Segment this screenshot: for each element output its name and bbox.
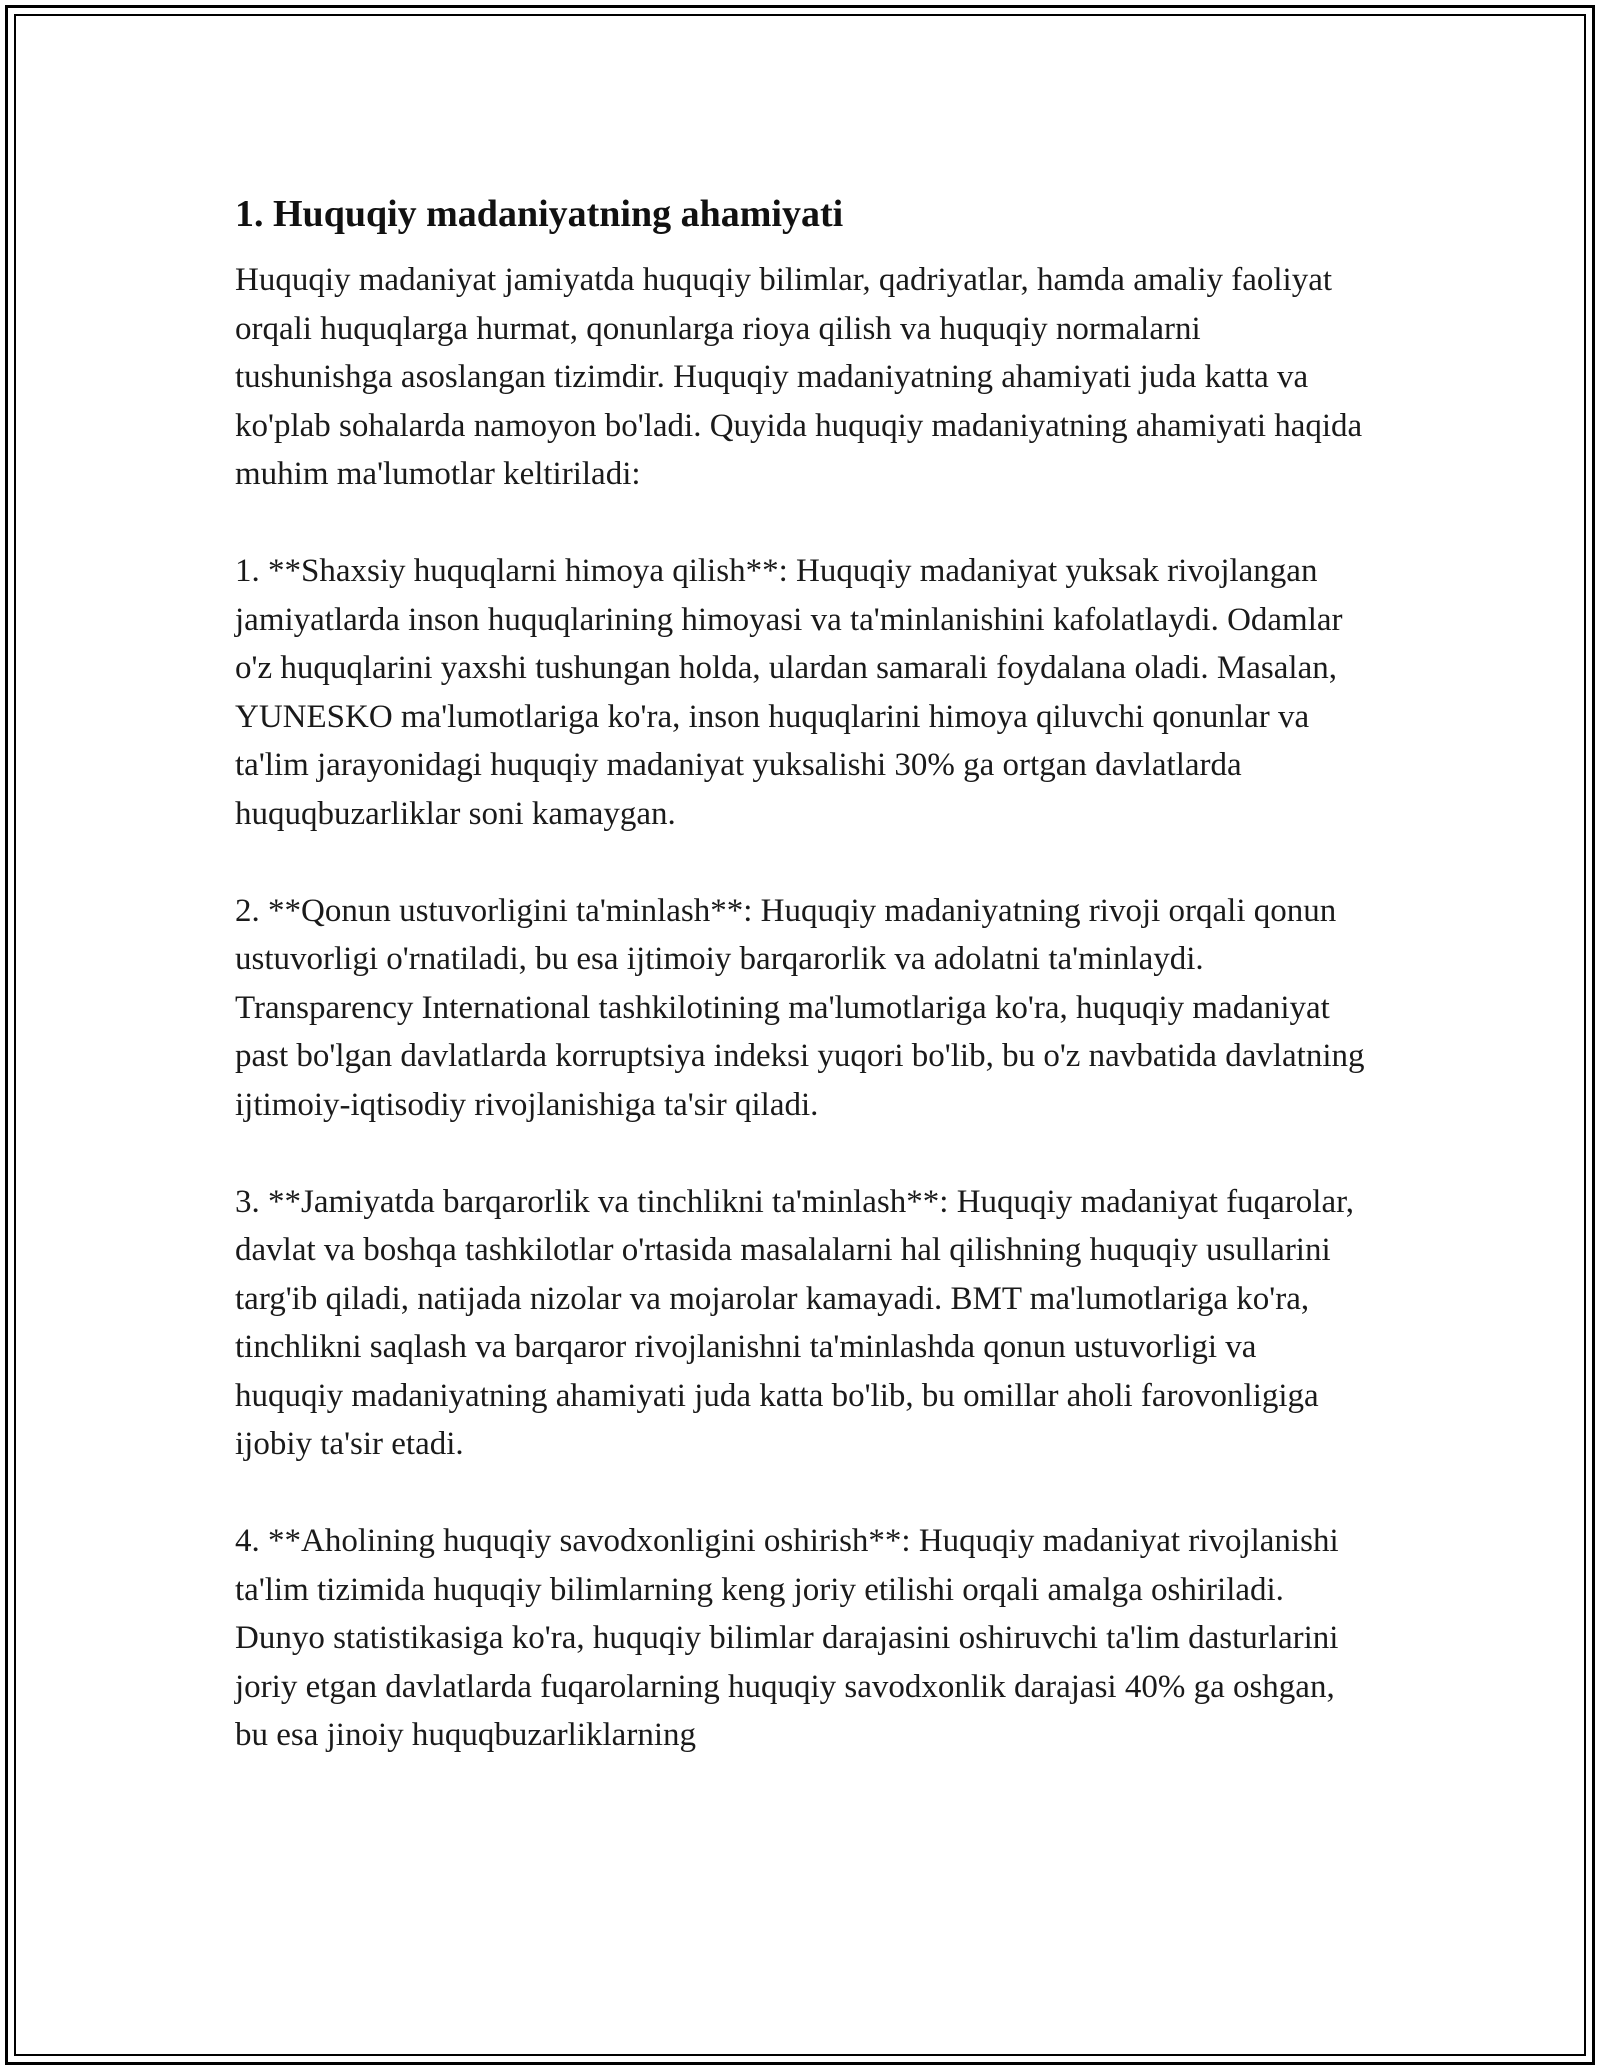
document-body [235,186,1365,1760]
paragraph-item-2: 2. **Qonun ustuvorligini ta'minlash**: Huquqiy madaniyatning rivoji orqali qonun ustuvorligi o'rnatiladi, bu esa ijtimoiy barqarorlik va adolatni ta'minlaydi. Transparency International tashkilotining ma'lumotlariga ko'ra, huquqiy madaniyat past bo'lgan davlatlarda korruptsiya indeksi yuqori bo'lib, bu o'z navbatida davlatning ijtimoiy-iqtisodiy rivojlanishiga ta'sir qiladi. [235,892,1365,1123]
document-title: 1. Huquqiy madaniyatning ahamiyati [235,193,844,235]
paragraph-item-4: 4. **Aholining huquqiy savodxonligini oshirish**: Huquqiy madaniyat rivojlanishi ta'lim tizimida huquqiy bilimlarning keng joriy etilishi orqali amalga oshiriladi. Dunyo statistikasiga ko'ra, huquqiy bilimlar darajasini oshiruvchi ta'lim dasturlarini joriy etgan davlatlarda fuqarolarning huquqiy savodxonlik darajasi 40% ga oshgan, bu esa jinoiy huquqbuzarliklarning [235,1523,1339,1753]
paragraph-item-3: 3. **Jamiyatda barqarorlik va tinchlikni ta'minlash**: Huquqiy madaniyat fuqarolar, davlat va boshqa tashkilotlar o'rtasida masalalarni hal qilishning huquqiy usullarini targ'ib qiladi, natijada nizolar va mojarolar kamayadi. BMT ma'lumotlariga ko'ra, tinchlikni saqlash va barqaror rivojlanishni ta'minlashda qonun ustuvorligi va huquqiy madaniyatning ahamiyati juda katta bo'lib, bu omillar aholi farovonligiga ijobiy ta'sir etadi. [235,1183,1355,1462]
intro-paragraph: Huquqiy madaniyat jamiyatda huquqiy bilimlar, qadriyatlar, hamda amaliy faoliyat orqali huquqlarga hurmat, qonunlarga rioya qilish va huquqiy normalarni tushunishga asoslangan tizimdir. Huquqiy madaniyatning ahamiyati juda katta va ko'plab sohalarda namoyon bo'ladi. Quyida huquqiy madaniyatning ahamiyati haqida muhim ma'lumotlar keltiriladi: [235,262,1363,492]
paragraph-item-1: 1. **Shaxsiy huquqlarni himoya qilish**: Huquqiy madaniyat yuksak rivojlangan jamiyatlarda inson huquqlarining himoyasi va ta'minlanishini kafolatlaydi. Odamlar o'z huquqlarini yaxshi tushungan holda, ulardan samarali foydalana oladi. Masalan, YUNESKO ma'lumotlariga ko'ra, inson huquqlarini himoya qiluvchi qonunlar va ta'lim jarayonidagi huquqiy madaniyat yuksalishi 30% ga ortgan davlatlarda huquqbuzarliklar soni kamaygan. [235,553,1343,832]
